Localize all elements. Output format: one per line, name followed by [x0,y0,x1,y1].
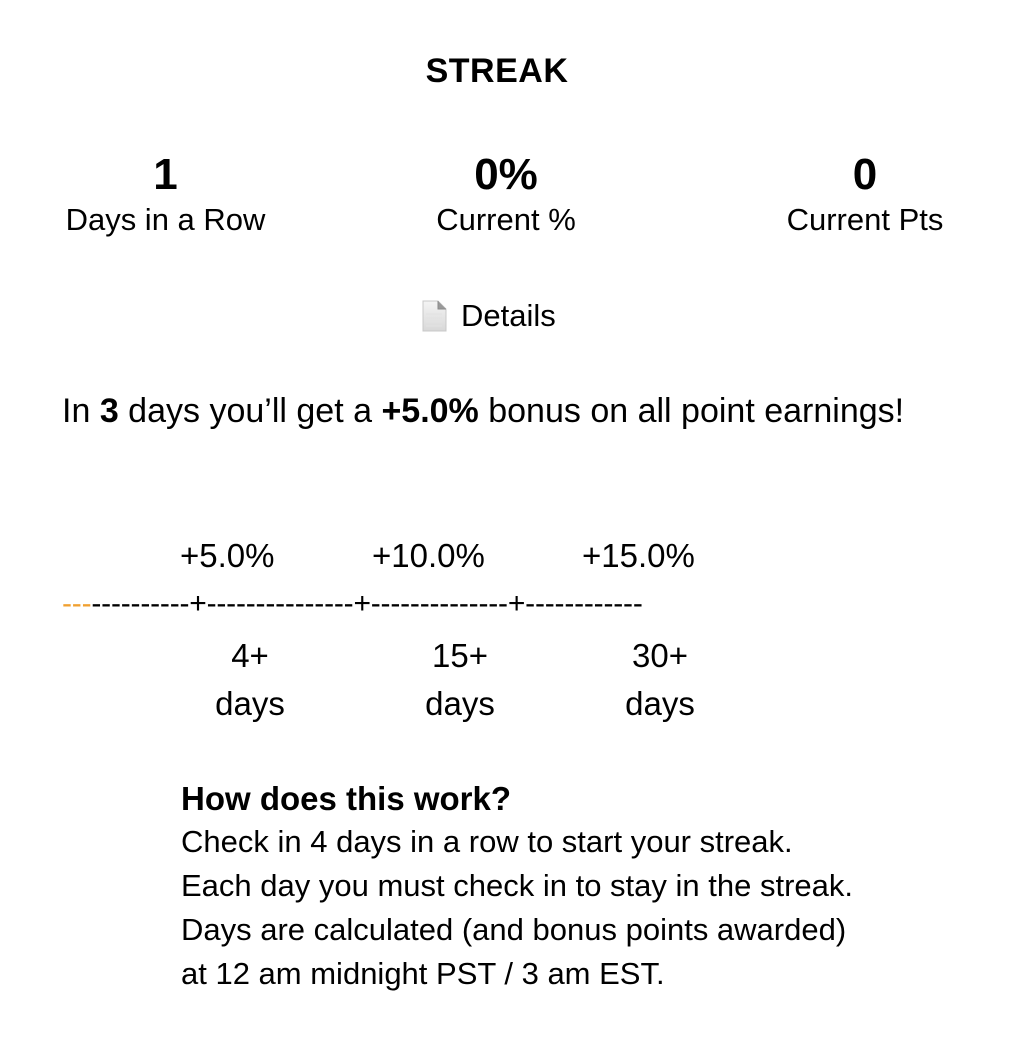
tier-days-number: 4+ [231,637,269,674]
bonus-prefix: In [62,392,100,430]
how-it-works-section [181,778,853,996]
how-it-works-line: Each day you must check in to stay in the streak. [181,868,853,903]
details-link[interactable] [421,296,556,336]
tier-days-unit: days [425,685,495,722]
stat-current-percent [401,150,611,238]
tier-percent: +10.0% [372,537,485,574]
tier-percent: +5.0% [180,537,275,574]
tier-percent: +15.0% [582,537,695,574]
stat-label: Current % [436,202,576,237]
stat-days-in-a-row [48,150,283,238]
tier-days [600,632,720,728]
tier-days-number: 30+ [632,637,688,674]
tier-days-unit: days [215,685,285,722]
how-it-works-line: Check in 4 days in a row to start your streak. [181,824,793,859]
how-it-works-line: Days are calculated (and bonus points awarded) [181,912,847,947]
bonus-middle: days you’ll get a [118,392,382,430]
stat-value: 1 [153,150,178,199]
stat-label: Days in a Row [65,202,266,237]
progress-completed: --- [62,587,92,620]
how-it-works-line: at 12 am midnight PST / 3 am EST. [181,956,665,991]
bonus-message [62,390,904,432]
streak-progress-line [62,586,643,622]
tier-days [400,632,520,728]
stat-label: Current Pts [786,202,944,237]
page-title: STREAK [425,52,569,90]
stat-value: 0 [852,150,878,199]
tier-days [200,632,300,728]
tier-days-unit: days [625,685,695,722]
stat-current-points [765,150,965,238]
document-icon [421,300,447,332]
bonus-suffix: bonus on all point earnings! [478,392,905,430]
progress-remaining: ----------+---------------+--------------+------------ [91,587,643,620]
stat-value: 0% [474,150,538,199]
how-it-works-title: How does this work? [181,780,512,817]
bonus-percent: +5.0% [381,392,479,430]
bonus-days: 3 [99,392,119,430]
details-label: Details [461,298,556,333]
tier-days-number: 15+ [432,637,488,674]
